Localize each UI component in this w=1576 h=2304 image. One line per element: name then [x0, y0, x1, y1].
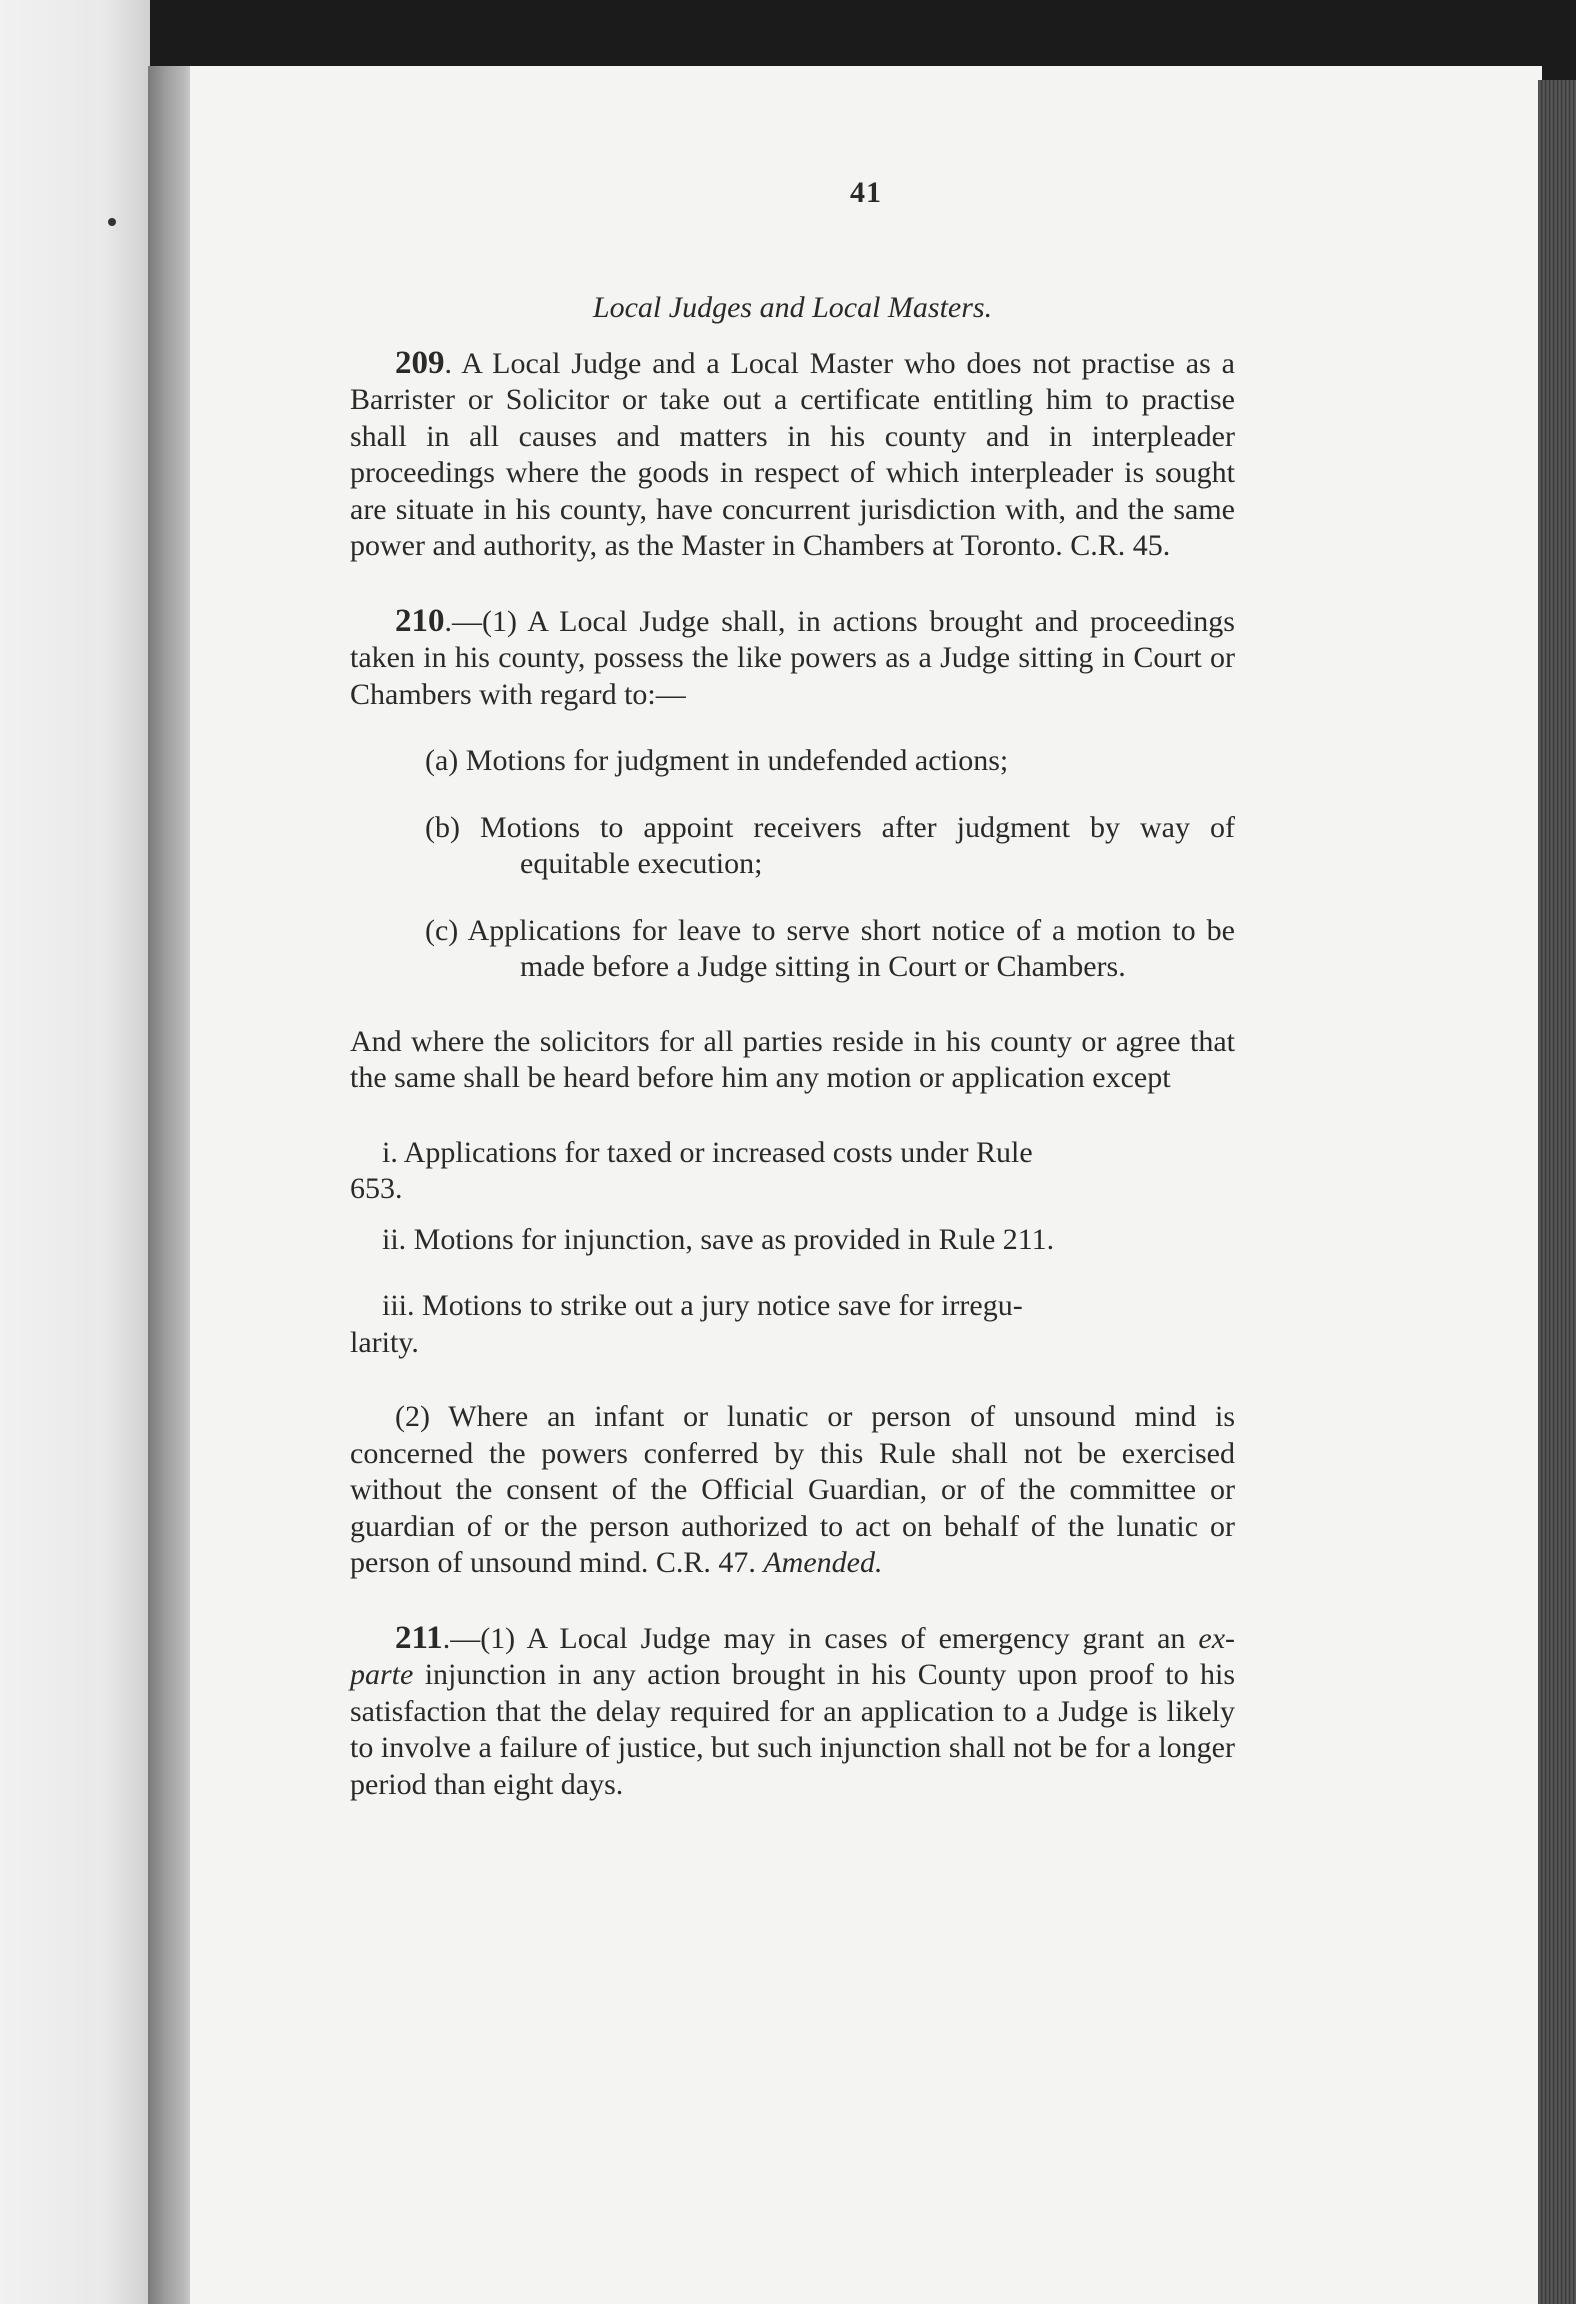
rule-211-text-start: .—(1) A Local Judge may in cases of emergency grant an [442, 1621, 1199, 1655]
rule-211 [350, 1620, 1235, 1804]
rule-210-intro [350, 603, 1235, 714]
exception-i [350, 1135, 1235, 1172]
rule-209-text: . A Local Judge and a Local Master who does not practise as a Barrister or Solicitor or take out a certificate entitling him to practise shall in all causes and matters in his county and in interpleader proceedings where the goods in respect of which interpleader is sought are situate in his county, have concurrent jurisdiction with, and the same power and authority, as the Master in Chambers at Toronto. C.R. 45. [350, 346, 1235, 562]
page-number: 41 [850, 176, 882, 209]
exception-iii-continued: larity. [350, 1325, 419, 1359]
clause-b [350, 810, 1235, 883]
ex-parte-term: ex-parte [350, 1621, 1235, 1691]
ink-speck [108, 218, 116, 226]
clause-label: (b) [425, 810, 460, 844]
rule-209-number: 209 [395, 344, 445, 381]
exception-label: ii. [382, 1222, 407, 1256]
clause-text: Motions for judgment in undefended actions; [465, 744, 1009, 777]
clause-label: (c) [425, 913, 459, 947]
clause-a [350, 743, 1235, 780]
facing-page-edge [0, 0, 150, 2304]
clause-text: Applications for leave to serve short notice of a motion to be made before a Judge sitting in Court or Chambers. [467, 913, 1235, 983]
subsection-2-text: (2) Where an infant or lunatic or person of unsound mind is concerned the powers conferred by this Rule shall not be exercised without the consent of the Official Guardian, or of the committee or guardian of or the person authorized to act on behalf of the lunatic or person of unsound mind. C.R. 47. [350, 1400, 1235, 1579]
rule-210-subsection-2 [350, 1399, 1235, 1582]
rule-210-intro-text: .—(1) A Local Judge shall, in actions brought and proceedings taken in his county, possess the like powers as a Judge sitting in Court or Chambers with regard to:— [350, 604, 1235, 711]
exception-i-continued: 653. [350, 1172, 403, 1205]
section-heading: Local Judges and Local Masters. [592, 291, 993, 324]
clause-label: (a) [425, 744, 459, 777]
rule-210-where-text: And where the solicitors for all parties reside in his county or agree that the same shall be heard before him any motion or application except [350, 1024, 1235, 1094]
page-body [350, 290, 1235, 1803]
rule-211-text-end: injunction in any action brought in his County upon proof to his satisfaction that the delay required for an application to a Judge is likely to involve a failure of justice, but such injunction shall not be for a longer period than eight days. [350, 1658, 1235, 1801]
exception-text: Motions to strike out a jury notice save for irregu- [422, 1289, 1023, 1322]
rule-209 [350, 345, 1235, 565]
clause-text: Motions to appoint receivers after judgment by way of equitable execution; [480, 810, 1235, 880]
rule-210-number: 210 [395, 602, 445, 639]
book-gutter-shadow [148, 66, 196, 2304]
page-stack-edge [1538, 80, 1576, 2304]
exception-iii [350, 1288, 1235, 1325]
exception-label: iii. [382, 1289, 415, 1322]
exception-ii [350, 1222, 1235, 1259]
amended-note: Amended. [763, 1546, 883, 1579]
exception-text: Applications for taxed or increased costs under Rule [403, 1135, 1033, 1169]
exception-text: Motions for injunction, save as provided in Rule 211. [413, 1222, 1055, 1256]
clause-c [350, 913, 1235, 986]
rule-211-number: 211 [395, 1619, 443, 1656]
exception-label: i. [382, 1135, 398, 1169]
